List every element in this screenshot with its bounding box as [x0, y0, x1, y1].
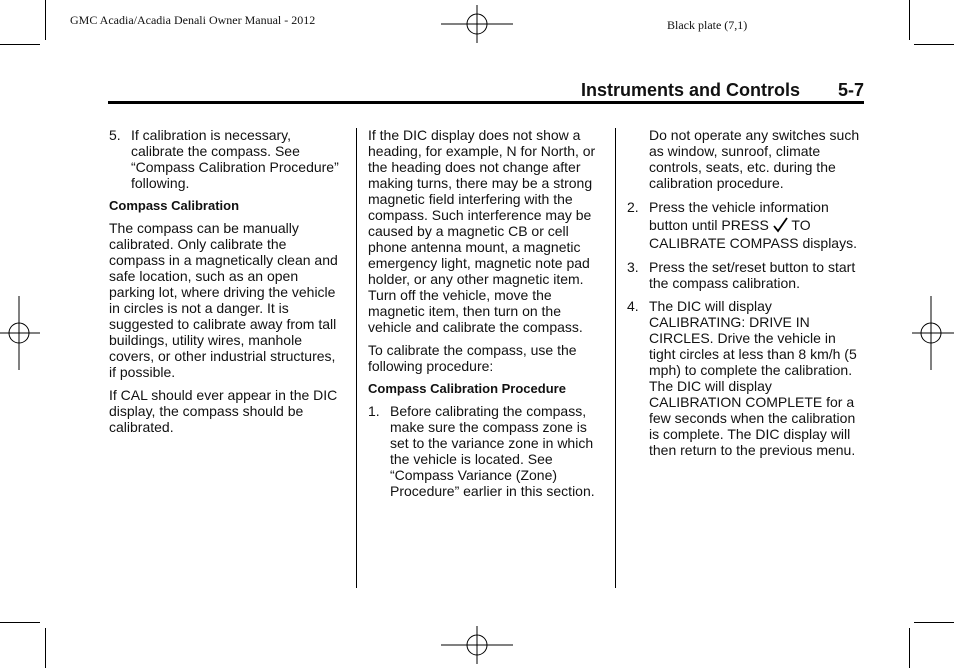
- list-text: TO CALIBRATE COMPASS displays.: [649, 217, 857, 251]
- header-rule: [108, 101, 864, 104]
- paragraph: If CAL should ever appear in the DIC display, the compass should be calibrated.: [109, 387, 338, 435]
- crop-mark: [909, 628, 910, 668]
- list-number: 4.: [627, 298, 639, 314]
- paragraph: The compass can be manually calibrated. Only calibrate the compass in a magnetically clean and safe location, such as an open parking lot, where driving the vehicle in circles is not a danger. It is suggested to calibrate away from tall buildings, utility wires, manhole covers, or other industrial structures, if possible.: [109, 220, 338, 380]
- list-number: 3.: [627, 259, 639, 275]
- subheading: Compass Calibration Procedure: [368, 381, 566, 396]
- list-number: 2.: [627, 199, 639, 215]
- list-item: [368, 403, 608, 499]
- section-title: Instruments and Controls: [581, 80, 801, 100]
- list-number: 1.: [368, 403, 380, 419]
- list-item: [627, 259, 863, 291]
- crop-mark: [0, 44, 40, 45]
- paragraph: To calibrate the compass, use the following procedure:: [368, 342, 577, 374]
- crop-mark: [45, 628, 46, 668]
- crop-mark: [909, 0, 910, 40]
- paragraph: If the DIC display does not show a heading, for example, N for North, or the heading does not change after making turns, there may be a strong magnetic field interfering with the compass. Such interference may be caused by a magnetic CB or cell phone antenna mount, a magnetic emergency light, magnetic note pad holder, or any other magnetic item. Turn off the vehicle, move the magnetic item, then turn on the vehicle and calibrate the compass.: [368, 127, 596, 335]
- crop-mark: [0, 622, 40, 623]
- list-text: Press the vehicle information button until PRESS: [649, 199, 829, 233]
- manual-title: GMC Acadia/Acadia Denali Owner Manual - 2012: [70, 13, 316, 27]
- crop-mark: [45, 0, 46, 40]
- registration-mark-icon: [0, 296, 40, 370]
- list-text: Before calibrating the compass, make sure the compass zone is set to the variance zone in which the vehicle is located. See “Compass Variance (Zone) Procedure” earlier in this section.: [390, 403, 595, 499]
- registration-mark-icon: [441, 5, 513, 43]
- column-1: [109, 127, 345, 442]
- registration-mark-icon: [912, 296, 954, 370]
- column-2: [368, 127, 608, 506]
- list-text: Press the set/reset button to start the compass calibration.: [649, 259, 856, 291]
- checkmark-icon: [773, 217, 788, 233]
- list-item: [627, 298, 863, 458]
- list-item: [627, 198, 863, 252]
- column-divider: [615, 128, 616, 588]
- crop-mark: [914, 622, 954, 623]
- column-3: [627, 127, 863, 465]
- paragraph: Do not operate any switches such as window, sunroof, climate controls, seats, etc. during the calibration procedure.: [649, 127, 860, 191]
- list-item: [109, 127, 345, 191]
- column-divider: [356, 128, 357, 588]
- subheading: Compass Calibration: [109, 198, 240, 213]
- plate-label: Black plate (7,1): [667, 18, 748, 32]
- crop-mark: [914, 44, 954, 45]
- list-text: If calibration is necessary, calibrate the compass. See “Compass Calibration Procedure” following.: [131, 127, 339, 191]
- list-number: 5.: [109, 127, 121, 143]
- list-text: The DIC will display CALIBRATING: DRIVE IN CIRCLES. Drive the vehicle in tight circles at less than 8 km/h (5 mph) to complete the calibration. The DIC will display CALIBRATION COMPLETE for a few seconds when the calibration is complete. The DIC display will then return to the previous menu.: [649, 298, 857, 458]
- registration-mark-icon: [441, 626, 513, 664]
- page-number: 5-7: [838, 80, 865, 100]
